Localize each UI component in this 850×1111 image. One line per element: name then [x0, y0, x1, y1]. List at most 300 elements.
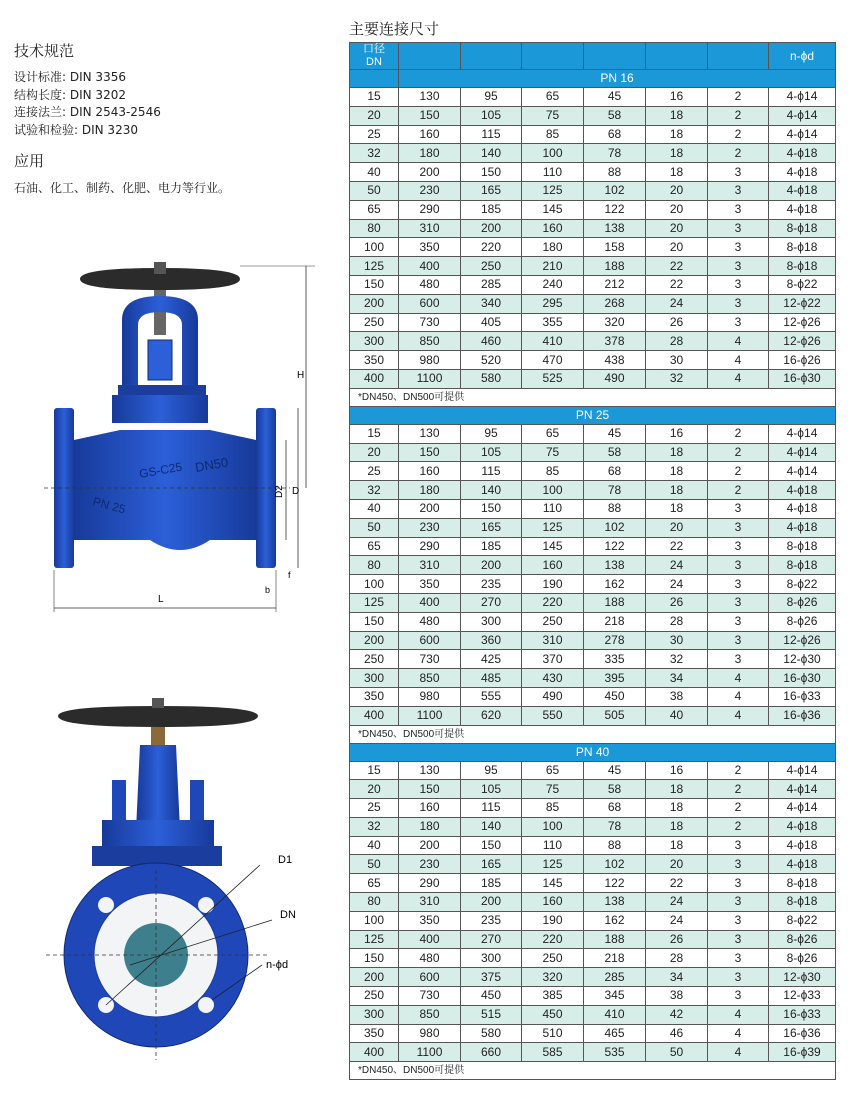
table-cell: 12-ϕ30 [769, 968, 836, 987]
table-cell: 25 [350, 462, 399, 481]
table-cell: 850 [399, 669, 461, 688]
table-cell: 285 [461, 275, 522, 294]
table-cell: 20 [646, 518, 708, 537]
table-cell: 310 [399, 219, 461, 238]
table-cell: 40 [350, 499, 399, 518]
table-cell: 18 [646, 144, 708, 163]
table-cell: 8-ϕ18 [769, 874, 836, 893]
table-cell: 470 [522, 351, 584, 370]
table-row [350, 518, 836, 537]
table-cell: 150 [350, 612, 399, 631]
table-row [350, 761, 836, 780]
table-cell: 58 [584, 106, 646, 125]
table-cell: 3 [708, 313, 769, 332]
table-cell: 145 [522, 874, 584, 893]
table-row [350, 669, 836, 688]
table-cell: 300 [350, 1005, 399, 1024]
table-cell: 3 [708, 575, 769, 594]
table-cell: 525 [522, 369, 584, 388]
table-cell: 620 [461, 706, 522, 725]
table-cell: 3 [708, 893, 769, 912]
table-cell: 12-ϕ26 [769, 332, 836, 351]
table-cell: 730 [399, 650, 461, 669]
table-cell: 3 [708, 257, 769, 276]
table-row [350, 163, 836, 182]
table-cell: 4-ϕ14 [769, 424, 836, 443]
dim-b: b [265, 585, 271, 595]
table-cell: 8-ϕ18 [769, 238, 836, 257]
table-cell: 12-ϕ30 [769, 650, 836, 669]
table-row [350, 144, 836, 163]
table-cell: 535 [584, 1043, 646, 1062]
table-cell: 212 [584, 275, 646, 294]
table-cell: 75 [522, 780, 584, 799]
table-cell: 8-ϕ18 [769, 893, 836, 912]
table-cell: 400 [350, 1043, 399, 1062]
table-cell: 200 [399, 499, 461, 518]
table-cell: 4-ϕ18 [769, 518, 836, 537]
spec-line: 连接法兰: DIN 2543-2546 [14, 105, 161, 119]
table-cell: 125 [522, 181, 584, 200]
table-cell: 300 [461, 949, 522, 968]
table-row [350, 855, 836, 874]
table-cell: 30 [646, 351, 708, 370]
table-cell: 150 [461, 163, 522, 182]
table-cell: 310 [522, 631, 584, 650]
table-cell: 850 [399, 332, 461, 351]
table-cell: 235 [461, 911, 522, 930]
table-cell: 150 [350, 949, 399, 968]
table-cell: 100 [350, 575, 399, 594]
table-cell: 450 [461, 987, 522, 1006]
table-cell: 20 [646, 219, 708, 238]
table-row [350, 313, 836, 332]
table-row [350, 219, 836, 238]
table-cell: 75 [522, 443, 584, 462]
table-cell: 46 [646, 1024, 708, 1043]
table-cell: 20 [350, 780, 399, 799]
table-cell: 185 [461, 200, 522, 219]
table-cell: 15 [350, 88, 399, 107]
body-mark-dn: DN50 [193, 454, 230, 475]
table-cell: 125 [350, 930, 399, 949]
table-cell: 3 [708, 593, 769, 612]
table-cell: 50 [350, 181, 399, 200]
header-blank [399, 43, 461, 70]
table-cell: 38 [646, 987, 708, 1006]
table-cell: 270 [461, 930, 522, 949]
table-cell: 150 [399, 106, 461, 125]
table-cell: 2 [708, 125, 769, 144]
table-cell: 18 [646, 780, 708, 799]
table-cell: 8-ϕ18 [769, 556, 836, 575]
table-row [350, 332, 836, 351]
pressure-band-label: PN 16 [399, 70, 836, 88]
table-cell: 2 [708, 144, 769, 163]
table-cell: 16-ϕ33 [769, 687, 836, 706]
table-cell: 320 [522, 968, 584, 987]
table-cell: 250 [350, 313, 399, 332]
dim-D: D [292, 486, 300, 497]
table-cell: 12-ϕ33 [769, 987, 836, 1006]
table-cell: 4-ϕ18 [769, 144, 836, 163]
table-cell: 4-ϕ18 [769, 200, 836, 219]
table-cell: 68 [584, 799, 646, 818]
table-cell: 2 [708, 443, 769, 462]
table-cell: 185 [461, 874, 522, 893]
table-cell: 200 [350, 631, 399, 650]
table-cell: 140 [461, 817, 522, 836]
table-row [350, 1043, 836, 1062]
table-row [350, 106, 836, 125]
table-row [350, 369, 836, 388]
table-cell: 1100 [399, 1043, 461, 1062]
table-cell: 438 [584, 351, 646, 370]
table-cell: 110 [522, 499, 584, 518]
table-cell: 3 [708, 930, 769, 949]
table-cell: 4-ϕ18 [769, 499, 836, 518]
table-row [350, 593, 836, 612]
table-cell: 65 [522, 88, 584, 107]
table-cell: 460 [461, 332, 522, 351]
table-cell: 16-ϕ36 [769, 1024, 836, 1043]
table-cell: 145 [522, 537, 584, 556]
table-cell: 4 [708, 332, 769, 351]
table-cell: 22 [646, 275, 708, 294]
table-cell: 200 [461, 893, 522, 912]
table-cell: 15 [350, 761, 399, 780]
table-row [350, 874, 836, 893]
table-cell: 4 [708, 669, 769, 688]
table-cell: 180 [522, 238, 584, 257]
table-cell: 20 [646, 855, 708, 874]
table-cell: 4-ϕ14 [769, 106, 836, 125]
table-cell: 24 [646, 893, 708, 912]
table-row [350, 706, 836, 725]
table-cell: 4-ϕ14 [769, 88, 836, 107]
table-cell: 22 [646, 257, 708, 276]
table-cell: 250 [522, 949, 584, 968]
table-row [350, 575, 836, 594]
table-cell: 4-ϕ18 [769, 817, 836, 836]
table-cell: 200 [399, 836, 461, 855]
table-cell: 180 [399, 144, 461, 163]
table-cell: 235 [461, 575, 522, 594]
table-row [350, 424, 836, 443]
table-cell: 165 [461, 181, 522, 200]
table-cell: 180 [399, 481, 461, 500]
table-row [350, 200, 836, 219]
table-cell: 16-ϕ30 [769, 669, 836, 688]
table-cell: 425 [461, 650, 522, 669]
table-cell: 105 [461, 780, 522, 799]
table-cell: 100 [522, 817, 584, 836]
table-cell: 50 [350, 518, 399, 537]
table-cell: 340 [461, 294, 522, 313]
table-cell: 8-ϕ26 [769, 949, 836, 968]
table-cell: 400 [399, 930, 461, 949]
table-cell: 395 [584, 669, 646, 688]
valve-drawings [0, 0, 345, 1111]
header-blank [461, 43, 522, 70]
pressure-band-label: PN 25 [350, 406, 836, 424]
table-cell: 200 [350, 968, 399, 987]
table-cell: 125 [350, 257, 399, 276]
table-row [350, 1024, 836, 1043]
table-row [350, 968, 836, 987]
table-cell: 130 [399, 88, 461, 107]
table-cell: 230 [399, 181, 461, 200]
table-cell: 3 [708, 294, 769, 313]
table-cell: 8-ϕ22 [769, 911, 836, 930]
table-cell: 18 [646, 462, 708, 481]
table-cell: 162 [584, 575, 646, 594]
table-cell: 65 [350, 874, 399, 893]
table-cell: 300 [350, 669, 399, 688]
table-cell: 3 [708, 518, 769, 537]
table-cell: 24 [646, 294, 708, 313]
label-nd: n-ϕd [266, 959, 289, 971]
table-note: *DN450、DN500可提供 [350, 388, 836, 406]
table-cell: 32 [350, 817, 399, 836]
table-row [350, 556, 836, 575]
table-cell: 220 [522, 930, 584, 949]
table-cell: 2 [708, 424, 769, 443]
table-row [350, 893, 836, 912]
table-cell: 138 [584, 219, 646, 238]
table-cell: 80 [350, 556, 399, 575]
table-cell: 3 [708, 238, 769, 257]
table-cell: 250 [461, 257, 522, 276]
table-cell: 285 [584, 968, 646, 987]
table-row [350, 181, 836, 200]
table-cell: 4-ϕ18 [769, 855, 836, 874]
table-cell: 510 [522, 1024, 584, 1043]
table-cell: 138 [584, 893, 646, 912]
table-cell: 26 [646, 593, 708, 612]
table-row [350, 987, 836, 1006]
table-cell: 660 [461, 1043, 522, 1062]
table-cell: 400 [399, 257, 461, 276]
header-bolts: n-ϕd [769, 43, 836, 70]
table-cell: 8-ϕ18 [769, 257, 836, 276]
table-cell: 400 [350, 369, 399, 388]
table-cell: 4-ϕ14 [769, 462, 836, 481]
table-cell: 68 [584, 462, 646, 481]
table-cell: 20 [646, 238, 708, 257]
table-row [350, 687, 836, 706]
table-cell: 410 [522, 332, 584, 351]
table-cell: 88 [584, 163, 646, 182]
table-cell: 20 [646, 181, 708, 200]
table-cell: 375 [461, 968, 522, 987]
table-title: 主要连接尺寸 [349, 20, 440, 38]
application-text: 石油、化工、制药、化肥、电力等行业。 [14, 181, 231, 195]
application-title: 应用 [14, 152, 45, 170]
table-cell: 400 [350, 706, 399, 725]
table-cell: 50 [646, 1043, 708, 1062]
table-cell: 68 [584, 125, 646, 144]
table-row [350, 351, 836, 370]
table-row [350, 799, 836, 818]
table-cell: 40 [350, 163, 399, 182]
table-cell: 122 [584, 537, 646, 556]
table-row [350, 949, 836, 968]
table-cell: 165 [461, 518, 522, 537]
table-cell: 140 [461, 144, 522, 163]
table-cell: 3 [708, 499, 769, 518]
table-cell: 24 [646, 575, 708, 594]
table-cell: 8-ϕ18 [769, 219, 836, 238]
table-cell: 102 [584, 855, 646, 874]
table-cell: 122 [584, 874, 646, 893]
table-note-row [350, 388, 836, 406]
table-cell: 190 [522, 911, 584, 930]
label-DN: DN [280, 909, 296, 921]
table-cell: 850 [399, 1005, 461, 1024]
table-cell: 378 [584, 332, 646, 351]
table-cell: 268 [584, 294, 646, 313]
table-row [350, 537, 836, 556]
dim-D2: D2 [274, 485, 285, 498]
table-cell: 150 [350, 275, 399, 294]
table-cell: 4-ϕ14 [769, 125, 836, 144]
table-cell: 88 [584, 499, 646, 518]
table-row [350, 88, 836, 107]
table-cell: 4-ϕ18 [769, 181, 836, 200]
table-cell: 585 [522, 1043, 584, 1062]
table-cell: 18 [646, 481, 708, 500]
header-blank [584, 43, 646, 70]
valve-side-view [44, 262, 315, 612]
table-cell: 3 [708, 181, 769, 200]
table-cell: 295 [522, 294, 584, 313]
table-cell: 150 [461, 499, 522, 518]
header-dn: 口径 DN [350, 43, 399, 70]
table-row [350, 631, 836, 650]
table-cell: 290 [399, 537, 461, 556]
table-cell: 100 [522, 481, 584, 500]
table-cell: 4-ϕ14 [769, 443, 836, 462]
table-cell: 12-ϕ26 [769, 631, 836, 650]
table-cell: 350 [350, 351, 399, 370]
table-cell: 300 [350, 332, 399, 351]
table-cell: 160 [399, 462, 461, 481]
table-cell: 3 [708, 855, 769, 874]
table-cell: 160 [399, 125, 461, 144]
table-cell: 18 [646, 443, 708, 462]
table-cell: 1100 [399, 369, 461, 388]
table-cell: 18 [646, 163, 708, 182]
table-cell: 335 [584, 650, 646, 669]
table-cell: 95 [461, 424, 522, 443]
table-cell: 18 [646, 106, 708, 125]
table-cell: 200 [350, 294, 399, 313]
valve-front-view [46, 698, 296, 1060]
table-cell: 125 [522, 518, 584, 537]
table-cell: 32 [350, 144, 399, 163]
table-cell: 980 [399, 1024, 461, 1043]
table-cell: 115 [461, 799, 522, 818]
table-cell: 105 [461, 443, 522, 462]
table-cell: 485 [461, 669, 522, 688]
table-cell: 26 [646, 313, 708, 332]
table-cell: 150 [399, 780, 461, 799]
table-cell: 410 [584, 1005, 646, 1024]
table-cell: 188 [584, 930, 646, 949]
pressure-band-label: PN 40 [350, 743, 836, 761]
table-cell: 26 [646, 930, 708, 949]
tech-spec-title: 技术规范 [14, 42, 75, 60]
table-cell: 165 [461, 855, 522, 874]
dim-f: f [288, 570, 291, 580]
table-cell: 34 [646, 669, 708, 688]
table-cell: 3 [708, 537, 769, 556]
table-cell: 88 [584, 836, 646, 855]
table-cell: 370 [522, 650, 584, 669]
table-cell: 8-ϕ26 [769, 930, 836, 949]
table-cell: 290 [399, 200, 461, 219]
table-cell: 18 [646, 817, 708, 836]
table-note-row [350, 1062, 836, 1080]
table-cell: 115 [461, 462, 522, 481]
table-cell: 480 [399, 949, 461, 968]
table-cell: 190 [522, 575, 584, 594]
table-row [350, 817, 836, 836]
spec-line: 设计标准: DIN 3356 [14, 70, 126, 84]
table-row [350, 499, 836, 518]
table-note: *DN450、DN500可提供 [350, 1062, 836, 1080]
table-cell: 180 [399, 817, 461, 836]
table-cell: 220 [461, 238, 522, 257]
table-row [350, 836, 836, 855]
table-cell: 300 [461, 612, 522, 631]
table-cell: 3 [708, 612, 769, 631]
table-cell: 130 [399, 761, 461, 780]
table-cell: 105 [461, 106, 522, 125]
table-cell: 350 [399, 575, 461, 594]
table-cell: 2 [708, 106, 769, 125]
table-row [350, 462, 836, 481]
table-cell: 250 [350, 650, 399, 669]
table-cell: 200 [461, 556, 522, 575]
table-cell: 465 [584, 1024, 646, 1043]
table-cell: 730 [399, 313, 461, 332]
table-cell: 150 [461, 836, 522, 855]
table-cell: 580 [461, 1024, 522, 1043]
table-cell: 188 [584, 593, 646, 612]
table-cell: 2 [708, 462, 769, 481]
table-cell: 490 [522, 687, 584, 706]
table-cell: 58 [584, 780, 646, 799]
header-blank [522, 43, 584, 70]
band-spacer [350, 70, 399, 88]
table-cell: 25 [350, 125, 399, 144]
table-cell: 2 [708, 88, 769, 107]
table-cell: 550 [522, 706, 584, 725]
table-cell: 130 [399, 424, 461, 443]
table-cell: 3 [708, 556, 769, 575]
table-cell: 80 [350, 219, 399, 238]
table-cell: 24 [646, 911, 708, 930]
table-cell: 4-ϕ14 [769, 761, 836, 780]
table-cell: 102 [584, 518, 646, 537]
table-cell: 2 [708, 817, 769, 836]
spec-line: 结构长度: DIN 3202 [14, 87, 126, 102]
table-cell: 3 [708, 275, 769, 294]
table-row [350, 481, 836, 500]
table-cell: 28 [646, 949, 708, 968]
